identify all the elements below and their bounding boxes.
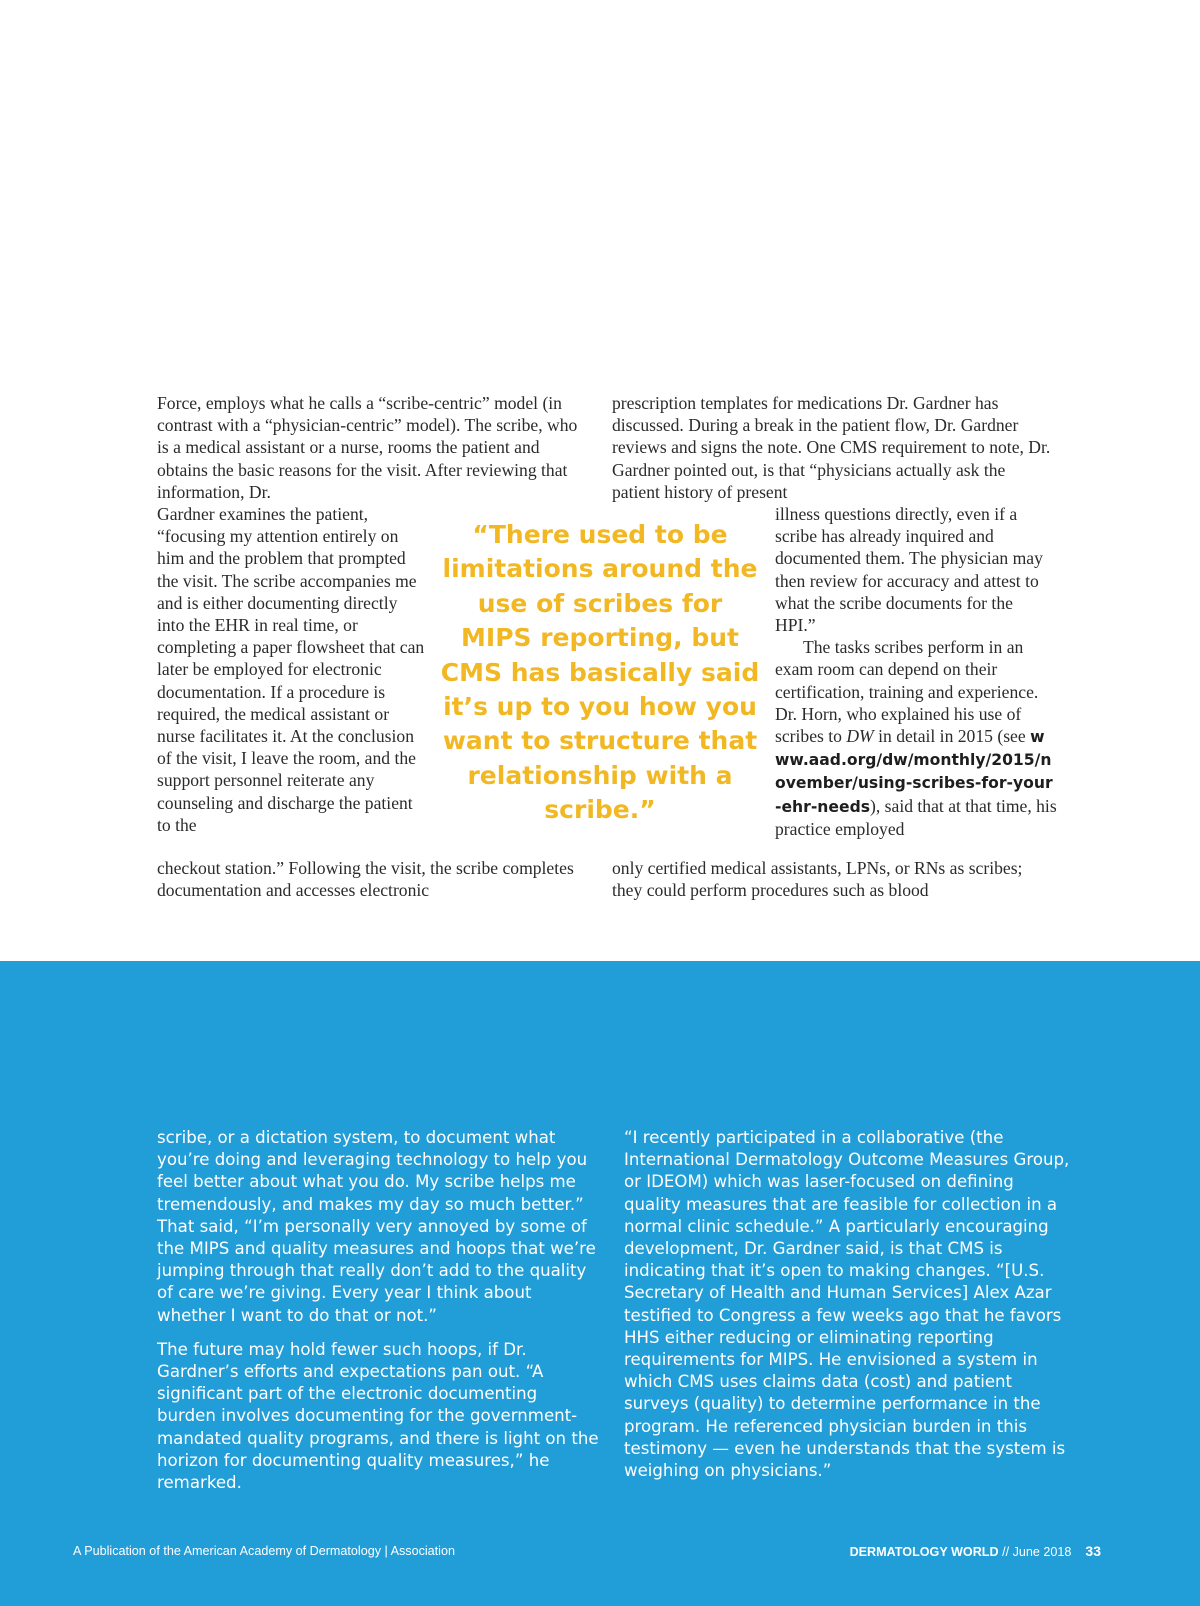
article-paragraph: Force, employs what he calls a “scribe-centric” model (in contrast with a “physician-centric” model). The scribe, who is a medical assistant or a nurse, rooms the patient and obtains the basic reasons for the visit. After reviewing that information, Dr. [157,393,578,502]
publication-name: DW [846,726,874,747]
band-paragraph: “I recently participated in a collaborative (the International Dermatology Outcome Measures Group, or IDEOM) which was laser-focused on defining quality measures that are feasible for collection in a normal clinic schedule.” A particularly encouraging development, Dr. Gardner said, is that CMS is indicating that it’s open to making changes. “[U.S. Secretary of Health and Human Services] Alex Azar testified to Congress a few weeks ago that he favors HHS either reducing or eliminating reporting requirements for MIPS. He envisioned a system in which CMS uses claims data (cost) and patient surveys (quality) to determine performance in the program. He referenced physician burden in this testimony — even he understands that the system is weighing on physicians.” [624,1128,1070,1481]
article-link[interactable]: www.aad.org/dw/monthly/2015/november/using-scribes-for-your-ehr-needs [775,728,1053,816]
article-paragraph: illness questions directly, even if a scribe has already inquired and documented them. The physician may then review for accuracy and attest to what the scribe documents for the HPI.” [775,504,1043,636]
article-paragraph: Gardner examines the patient, “focusing my attention entirely on him and the problem that prompted the visit. The scribe accompanies me and is either documenting directly into the EHR in real time, or completing a paper flowsheet that can later be employed for electronic documentation. If a procedure is required, the medical assistant or nurse facilitates it. At the conclusion of the visit, I leave the room, and the support personnel reiterate any counseling and discharge the patient to the [157,504,425,835]
footer-issue-info [850,1543,1101,1559]
band-column-left [157,1127,600,1506]
article-paragraph: The tasks scribes perform in an exam room can depend on their certification, training and experience. Dr. Horn, who explained his use of scribes to DW in detail in 2015 (see www.aad.org/dw/monthly/2015/november/using-scribes-for-your-ehr-needs), said that at that time, his practice employed [775,637,1057,839]
pull-quote: “There used to be limitations around the use of scribes for MIPS reporting, but CMS has basically said it’s up to you how you want to structure that relationship with a scribe.” [440,520,760,825]
band-paragraph: scribe, or a dictation system, to document what you’re doing and leveraging technology to help you feel better about what you do. My scribe helps me tremendously, and makes my day so much better.” That said, “I’m personally very annoyed by some of the MIPS and quality measures and hoops that we’re jumping through that really don’t add to the quality of care we’re giving. Every year I think about whether I want to do that or not.” [157,1128,596,1325]
footer-issue-date: June 2018 [1012,1545,1072,1559]
article-column-left-wrap [157,503,427,836]
article-column-right [612,392,1057,503]
article-paragraph: prescription templates for medications Dr. Gardner has discussed. During a break in the patient flow, Dr. Gardner reviews and signs the note. One CMS requirement to note, Dr. Gardner pointed out, is that “physicians actually ask the patient history of present [612,393,1051,502]
footer-publisher: A Publication of the American Academy of Dermatology | Association [73,1544,455,1558]
article-column-left-bottom [157,857,592,901]
sidebar-band [0,961,1200,1606]
band-column-right [624,1127,1074,1494]
page-number: 33 [1085,1543,1101,1559]
footer-magazine-title: DERMATOLOGY WORLD [849,1545,999,1559]
article-column-right-bottom [612,857,1057,901]
article-paragraph: checkout station.” Following the visit, the scribe completes documentation and accesses electronic [157,858,574,901]
article-paragraph: only certified medical assistants, LPNs, or RNs as scribes; they could perform procedures such as blood [612,858,1023,901]
article-column-left [157,392,592,503]
article-column-right-wrap [775,503,1057,840]
footer-separator: // [998,1545,1013,1559]
band-paragraph: The future may hold fewer such hoops, if Dr. Gardner’s efforts and expectations pan out. “A significant part of the electronic documenting burden involves documenting for the government-mandated quality programs, and there is light on the horizon for documenting quality measures,” he remarked. [157,1339,599,1493]
